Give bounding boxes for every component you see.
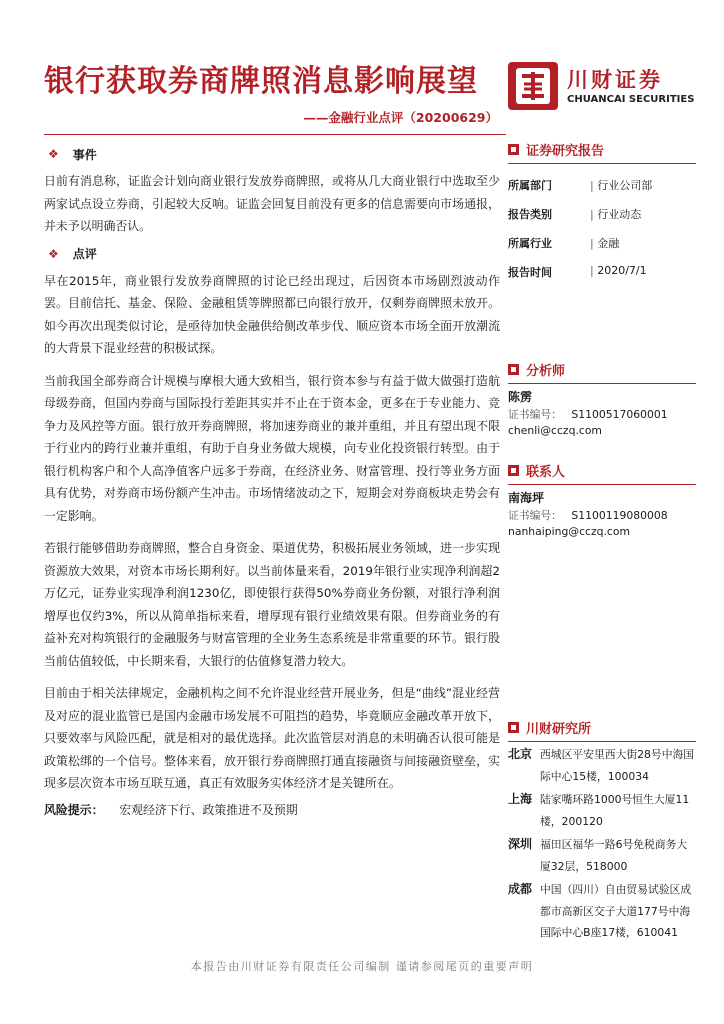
info-row-department — [508, 177, 696, 193]
info-row-industry — [508, 235, 696, 251]
analyst-email[interactable]: chenli@cczq.com — [508, 424, 602, 437]
diamond-bullet-icon: ❖ — [48, 246, 59, 261]
institute-heading — [508, 718, 696, 742]
office-address: 陆家嘴环路1000号恒生大厦11楼，200120 — [540, 793, 690, 828]
square-bullet-icon — [508, 364, 519, 375]
event-heading — [44, 144, 500, 164]
comment-paragraph: 目前由于相关法律规定，金融机构之间不允许混业经营开展业务，但是“曲线”混业经营及对应的混业监管已是国内金融市场发展不可阻挡的趋势，毕竟顺应金融改革开放下，只要效率与风险匹配，就是相对的最优选择。此次监管层对消息的未明确否认很可能是政策松绑的一个信号。整体来看，放开银行券商牌照打通直接融资与间接融资壁垒，实现多层次资本市场互联互通，真正有效服务实体经济才是关键所在。 — [44, 686, 500, 790]
contact-name: 南海坪 — [508, 491, 545, 505]
page-footer: 本报告由川财证券有限责任公司编制 谨请参阅尾页的重要声明 — [190, 960, 534, 973]
logo-chinese-name: 川财证券 — [567, 68, 663, 92]
office-address: 中国（四川）自由贸易试验区成都市高新区交子大道177号中海国际中心B座17楼，610041 — [540, 883, 692, 939]
analyst-cert — [508, 407, 696, 422]
contact-heading — [508, 461, 696, 485]
contact-cert — [508, 508, 696, 523]
info-key: 所属行业 — [508, 237, 552, 250]
square-bullet-icon — [508, 722, 519, 733]
analyst-name: 陈雳 — [508, 390, 533, 404]
risk-text: 宏观经济下行、政策推进不及预期 — [119, 802, 298, 817]
info-key: 所属部门 — [508, 179, 552, 192]
office-shenzhen — [508, 834, 696, 877]
report-info-heading — [508, 140, 696, 164]
comment-heading-label: 点评 — [72, 247, 97, 261]
institute-heading-label: 川财研究所 — [526, 722, 592, 737]
comment-paragraph: 早在2015年，商业银行发放券商牌照的讨论已经出现过，后因资本市场剧烈波动作罢。目前信托、基金、保险、金融租赁等牌照都已向银行放开，仅剩券商牌照未放开。如今再次出现类似讨论，是亟待加快金融供给侧改革步伐、顺应资本市场全面开放潮流的大背景下混业经营的积极试探。 — [44, 273, 500, 355]
diamond-bullet-icon: ❖ — [48, 147, 59, 161]
sidebar — [508, 140, 696, 944]
event-paragraph: 日前有消息称，证监会计划向商业银行发放券商牌照，或将从几大商业银行中选取至少两家试点设立券商，引起较大反响。证监会回复目前没有更多的信息需要向市场通报，并未予以明确否认。 — [44, 174, 500, 233]
analyst-heading — [508, 360, 696, 384]
office-city: 深圳 — [508, 837, 533, 851]
info-value: | 金融 — [590, 235, 619, 251]
info-row-date — [508, 264, 696, 280]
info-key: 报告类别 — [508, 208, 552, 221]
contact-email[interactable]: nanhaiping@cczq.com — [508, 525, 630, 538]
info-value: | 2020/7/1 — [590, 264, 647, 280]
office-address: 福田区福华一路6号免税商务大厦32层，518000 — [540, 838, 688, 873]
office-shanghai — [508, 789, 696, 832]
cert-number: S1100517060001 — [571, 408, 668, 421]
risk-notice — [44, 799, 500, 821]
comment-heading — [44, 244, 500, 264]
square-bullet-icon — [508, 144, 519, 155]
risk-label: 风险提示： — [44, 802, 104, 817]
info-row-category — [508, 206, 696, 222]
contact-heading-label: 联系人 — [526, 465, 566, 480]
cert-label: 证书编号： — [508, 408, 562, 421]
report-title: 银行获取券商牌照消息影响展望 — [44, 64, 478, 99]
comment-paragraph: 当前我国全部券商合计规模与摩根大通大致相当，银行资本参与有益于做大做强打造航母级券商，但国内券商与国际投行差距其实并不止在于资本金，更多在于专业能力、竞争力及风控等方面。银行放开券商牌照，将加速券商业的兼并重组，并且有望出现不限于行业内的跨行业兼并重组，有助于自身业务做大规模，向专业化投资银行转型。由于银行机构客户和个人高净值客户远多于券商，在经济业务、财富管理、投行等业务方面具有优势，对券商市场份额产生冲击。市场情绪波动之下，短期会对券商板块走势会有一定影响。 — [44, 373, 500, 523]
info-value: | 行业动态 — [590, 206, 641, 222]
square-bullet-icon — [508, 465, 519, 476]
title-divider — [44, 134, 506, 135]
cert-number: S1100119080008 — [571, 509, 668, 522]
company-logo — [508, 62, 696, 110]
office-address: 西城区平安里西大街28号中海国际中心15楼，100034 — [540, 748, 695, 783]
logo-mark-icon — [508, 62, 558, 110]
main-content — [44, 144, 500, 821]
office-city: 北京 — [508, 747, 533, 761]
report-subtitle: ——金融行业点评（20200629） — [303, 110, 498, 125]
info-key: 报告时间 — [508, 266, 552, 279]
logo-english-name: CHUANCAI SECURITIES — [567, 94, 695, 105]
cert-label: 证书编号： — [508, 509, 562, 522]
comment-paragraph: 若银行能够借助券商牌照，整合自身资金、渠道优势，积极拓展业务领域，进一步实现资源放大效果，对资本市场长期利好。以当前体量来看，2019年银行业实现净利润超2万亿元，证券业实现净利润1230亿，即使银行获得50%券商业务份额，对银行净利润增厚也仅约3%，所以从简单指标来看，增厚现有银行业绩效果有限。但券商业务的有益补充对构筑银行的金融服务与财富管理的全业务生态系统是非常重要的环节。银行股当前估值较低，中长期来看，大银行的估值修复潜力较大。 — [44, 541, 500, 668]
info-value: | 行业公司部 — [590, 177, 652, 193]
office-city: 上海 — [508, 792, 533, 806]
analyst-heading-label: 分析师 — [526, 364, 566, 379]
event-heading-label: 事件 — [72, 147, 97, 162]
report-info-heading-label: 证券研究报告 — [526, 144, 605, 159]
office-beijing — [508, 744, 696, 787]
office-city: 成都 — [508, 882, 533, 896]
office-chengdu — [508, 879, 696, 944]
